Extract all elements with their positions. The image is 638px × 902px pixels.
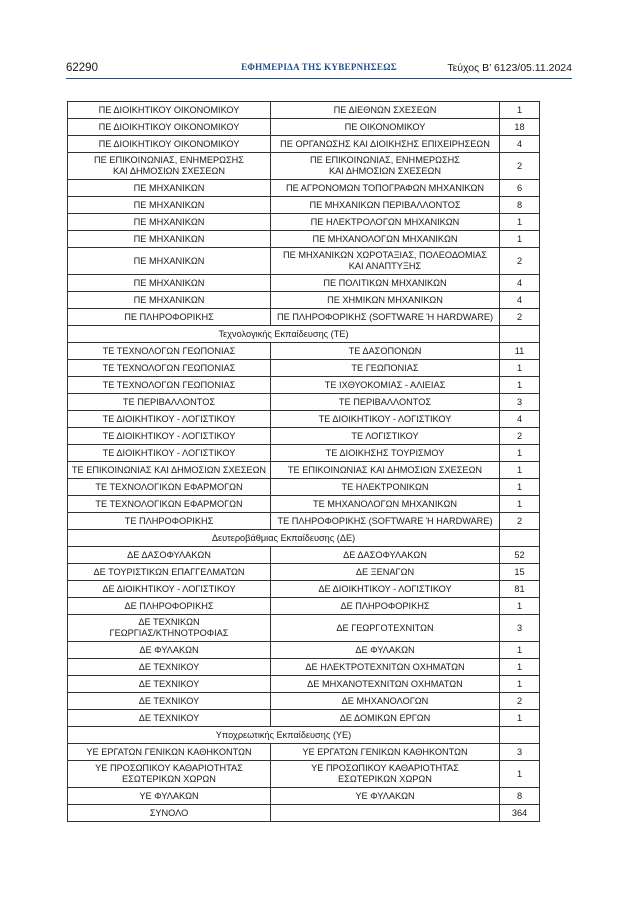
page-number: 62290 — [66, 62, 98, 74]
specialty-cell: ΠΕ ΜΗΧΑΝΟΛΟΓΩΝ ΜΗΧΑΝΙΚΩΝ — [271, 231, 500, 248]
specialty-cell: ΤΕ ΓΕΩΠΟΝΙΑΣ — [271, 360, 500, 377]
specialty-cell: ΠΕ ΜΗΧΑΝΙΚΩΝ ΧΩΡΟΤΑΞΙΑΣ, ΠΟΛΕΟΔΟΜΙΑΣ ΚΑΙ ΑΝΑΠΤΥΞΗΣ — [271, 248, 500, 275]
table-row — [68, 547, 540, 564]
specialty-cell: ΠΕ ΠΛΗΡΟΦΟΡΙΚΗΣ (SOFTWARE Ή HARDWARE) — [271, 309, 500, 326]
category-cell: ΔΕ ΤΕΧΝΙΚΟΥ — [68, 659, 271, 676]
count-cell: 1 — [500, 676, 540, 693]
specialty-cell: ΤΕ ΜΗΧΑΝΟΛΟΓΩΝ ΜΗΧΑΝΙΚΩΝ — [271, 496, 500, 513]
count-cell: 1 — [500, 761, 540, 788]
table-row — [68, 693, 540, 710]
table-row — [68, 659, 540, 676]
table-row — [68, 231, 540, 248]
category-cell: ΠΕ ΔΙΟΙΚΗΤΙΚΟΥ ΟΙΚΟΝΟΜΙΚΟΥ — [68, 119, 271, 136]
specialty-cell: ΔΕ ΞΕΝΑΓΩΝ — [271, 564, 500, 581]
specialty-cell: ΔΕ ΓΕΩΡΓΟΤΕΧΝΙΤΩΝ — [271, 615, 500, 642]
category-cell: ΠΕ ΠΛΗΡΟΦΟΡΙΚΗΣ — [68, 309, 271, 326]
category-cell: ΤΕ ΔΙΟΙΚΗΤΙΚΟΥ - ΛΟΓΙΣΤΙΚΟΥ — [68, 445, 271, 462]
count-cell: 1 — [500, 659, 540, 676]
category-cell: ΠΕ ΔΙΟΙΚΗΤΙΚΟΥ ΟΙΚΟΝΟΜΙΚΟΥ — [68, 102, 271, 119]
category-cell: ΔΕ ΤΕΧΝΙΚΟΥ — [68, 676, 271, 693]
table-row — [68, 479, 540, 496]
table-row — [68, 445, 540, 462]
count-cell: 81 — [500, 581, 540, 598]
specialty-cell: ΤΕ ΔΙΟΙΚΗΤΙΚΟΥ - ΛΟΓΙΣΤΙΚΟΥ — [271, 411, 500, 428]
specialty-cell: ΤΕ ΔΑΣΟΠΟΝΩΝ — [271, 343, 500, 360]
specialty-cell: ΔΕ ΜΗΧΑΝΟΤΕΧΝΙΤΩΝ ΟΧΗΜΑΤΩΝ — [271, 676, 500, 693]
count-cell: 15 — [500, 564, 540, 581]
category-cell: ΥΕ ΕΡΓΑΤΩΝ ΓΕΝΙΚΩΝ ΚΑΘΗΚΟΝΤΩΝ — [68, 744, 271, 761]
table-row — [68, 411, 540, 428]
table-row — [68, 564, 540, 581]
specialty-cell: ΠΕ ΟΙΚΟΝΟΜΙΚΟΥ — [271, 119, 500, 136]
category-cell: ΤΕ ΠΛΗΡΟΦΟΡΙΚΗΣ — [68, 513, 271, 530]
count-cell: 4 — [500, 411, 540, 428]
table-row — [68, 581, 540, 598]
specialty-cell: ΔΕ ΜΗΧΑΝΟΛΟΓΩΝ — [271, 693, 500, 710]
count-cell: 2 — [500, 513, 540, 530]
count-cell: 2 — [500, 248, 540, 275]
category-cell: ΔΕ ΔΙΟΙΚΗΤΙΚΟΥ - ΛΟΓΙΣΤΙΚΟΥ — [68, 581, 271, 598]
count-cell: 4 — [500, 275, 540, 292]
section-count-cell — [500, 727, 540, 744]
category-cell: ΤΕ ΤΕΧΝΟΛΟΓΩΝ ΓΕΩΠΟΝΙΑΣ — [68, 377, 271, 394]
count-cell: 1 — [500, 360, 540, 377]
category-cell: ΠΕ ΜΗΧΑΝΙΚΩΝ — [68, 275, 271, 292]
table-row — [68, 676, 540, 693]
table-row — [68, 761, 540, 788]
count-cell: 1 — [500, 710, 540, 727]
category-cell: ΤΕ ΔΙΟΙΚΗΤΙΚΟΥ - ΛΟΓΙΣΤΙΚΟΥ — [68, 428, 271, 445]
specialty-cell: ΠΕ ΑΓΡΟΝΟΜΩΝ ΤΟΠΟΓΡΑΦΩΝ ΜΗΧΑΝΙΚΩΝ — [271, 180, 500, 197]
issue-reference: Τεύχος Β’ 6123/05.11.2024 — [447, 62, 572, 74]
count-cell: 6 — [500, 180, 540, 197]
table-row — [68, 292, 540, 309]
count-cell: 1 — [500, 598, 540, 615]
count-cell: 1 — [500, 479, 540, 496]
count-cell: 1 — [500, 496, 540, 513]
table-row — [68, 136, 540, 153]
specialty-cell: ΤΕ ΠΕΡΙΒΑΛΛΟΝΤΟΣ — [271, 394, 500, 411]
specialty-cell: ΤΕ ΛΟΓΙΣΤΙΚΟΥ — [271, 428, 500, 445]
category-cell: ΠΕ ΜΗΧΑΝΙΚΩΝ — [68, 197, 271, 214]
table-row — [68, 428, 540, 445]
count-cell: 1 — [500, 642, 540, 659]
section-count-cell — [500, 530, 540, 547]
category-cell: ΤΕ ΠΕΡΙΒΑΛΛΟΝΤΟΣ — [68, 394, 271, 411]
category-cell: ΤΕ ΔΙΟΙΚΗΤΙΚΟΥ - ΛΟΓΙΣΤΙΚΟΥ — [68, 411, 271, 428]
category-cell: ΠΕ ΜΗΧΑΝΙΚΩΝ — [68, 231, 271, 248]
specialty-cell — [271, 805, 500, 822]
specialty-cell: ΔΕ ΔΟΜΙΚΩΝ ΕΡΓΩΝ — [271, 710, 500, 727]
specialty-cell: ΠΕ ΜΗΧΑΝΙΚΩΝ ΠΕΡΙΒΑΛΛΟΝΤΟΣ — [271, 197, 500, 214]
count-cell: 2 — [500, 693, 540, 710]
gazette-title: ΕΦΗΜΕΡΙΔΑ ΤΗΣ ΚΥΒΕΡΝΗΣΕΩΣ — [241, 62, 397, 72]
section-count-cell — [500, 326, 540, 343]
table-row — [68, 309, 540, 326]
category-cell: ΔΕ ΤΕΧΝΙΚΩΝ ΓΕΩΡΓΙΑΣ/ΚΤΗΝΟΤΡΟΦΙΑΣ — [68, 615, 271, 642]
table-row — [68, 496, 540, 513]
section-header-row — [68, 326, 540, 343]
count-cell: 3 — [500, 394, 540, 411]
count-cell: 8 — [500, 788, 540, 805]
specialty-cell: ΠΕ ΕΠΙΚΟΙΝΩΝΙΑΣ, ΕΝΗΜΕΡΩΣΗΣ ΚΑΙ ΔΗΜΟΣΙΩΝ ΣΧΕΣΕΩΝ — [271, 153, 500, 180]
category-cell: ΔΕ ΤΕΧΝΙΚΟΥ — [68, 693, 271, 710]
count-cell: 1 — [500, 377, 540, 394]
category-cell: ΔΕ ΤΕΧΝΙΚΟΥ — [68, 710, 271, 727]
category-cell: ΥΕ ΠΡΟΣΩΠΙΚΟΥ ΚΑΘΑΡΙΟΤΗΤΑΣ ΕΣΩΤΕΡΙΚΩΝ ΧΩΡΩΝ — [68, 761, 271, 788]
table-row — [68, 119, 540, 136]
count-cell: 1 — [500, 445, 540, 462]
category-cell: ΔΕ ΠΛΗΡΟΦΟΡΙΚΗΣ — [68, 598, 271, 615]
category-cell: ΠΕ ΔΙΟΙΚΗΤΙΚΟΥ ΟΙΚΟΝΟΜΙΚΟΥ — [68, 136, 271, 153]
category-cell: ΤΕ ΤΕΧΝΟΛΟΓΙΚΩΝ ΕΦΑΡΜΟΓΩΝ — [68, 479, 271, 496]
category-cell: ΠΕ ΜΗΧΑΝΙΚΩΝ — [68, 180, 271, 197]
specialty-cell: ΔΕ ΦΥΛΑΚΩΝ — [271, 642, 500, 659]
specialty-cell: ΤΕ ΕΠΙΚΟΙΝΩΝΙΑΣ ΚΑΙ ΔΗΜΟΣΙΩΝ ΣΧΕΣΕΩΝ — [271, 462, 500, 479]
section-header-row — [68, 530, 540, 547]
count-cell: 11 — [500, 343, 540, 360]
category-cell: ΥΕ ΦΥΛΑΚΩΝ — [68, 788, 271, 805]
category-cell: ΤΕ ΤΕΧΝΟΛΟΓΩΝ ΓΕΩΠΟΝΙΑΣ — [68, 360, 271, 377]
specialty-cell: ΠΕ ΟΡΓΑΝΩΣΗΣ ΚΑΙ ΔΙΟΙΚΗΣΗΣ ΕΠΙΧΕΙΡΗΣΕΩΝ — [271, 136, 500, 153]
count-cell: 3 — [500, 615, 540, 642]
specialty-cell: ΠΕ ΗΛΕΚΤΡΟΛΟΓΩΝ ΜΗΧΑΝΙΚΩΝ — [271, 214, 500, 231]
specialty-cell: ΔΕ ΗΛΕΚΤΡΟΤΕΧΝΙΤΩΝ ΟΧΗΜΑΤΩΝ — [271, 659, 500, 676]
category-cell: ΔΕ ΤΟΥΡΙΣΤΙΚΩΝ ΕΠΑΓΓΕΛΜΑΤΩΝ — [68, 564, 271, 581]
table-row — [68, 360, 540, 377]
table-row — [68, 377, 540, 394]
table-row — [68, 153, 540, 180]
category-cell: ΣΥΝΟΛΟ — [68, 805, 271, 822]
table-row — [68, 343, 540, 360]
total-row — [68, 805, 540, 822]
specialty-cell: ΤΕ ΔΙΟΙΚΗΣΗΣ ΤΟΥΡΙΣΜΟΥ — [271, 445, 500, 462]
table-row — [68, 275, 540, 292]
count-cell: 1 — [500, 214, 540, 231]
specialty-cell: ΤΕ ΠΛΗΡΟΦΟΡΙΚΗΣ (SOFTWARE Ή HARDWARE) — [271, 513, 500, 530]
table-row — [68, 180, 540, 197]
table-row — [68, 788, 540, 805]
table-row — [68, 248, 540, 275]
table-row — [68, 102, 540, 119]
category-cell: ΠΕ ΜΗΧΑΝΙΚΩΝ — [68, 214, 271, 231]
section-header-row — [68, 727, 540, 744]
count-cell: 1 — [500, 102, 540, 119]
specialty-cell: ΥΕ ΠΡΟΣΩΠΙΚΟΥ ΚΑΘΑΡΙΟΤΗΤΑΣ ΕΣΩΤΕΡΙΚΩΝ ΧΩΡΩΝ — [271, 761, 500, 788]
category-cell: ΠΕ ΜΗΧΑΝΙΚΩΝ — [68, 248, 271, 275]
section-title: Δευτεροβάθμιας Εκπαίδευσης (ΔΕ) — [68, 530, 500, 547]
count-cell: 2 — [500, 153, 540, 180]
specialty-cell: ΠΕ ΔΙΕΘΝΩΝ ΣΧΕΣΕΩΝ — [271, 102, 500, 119]
count-cell: 4 — [500, 292, 540, 309]
table-row — [68, 642, 540, 659]
category-cell: ΤΕ ΤΕΧΝΟΛΟΓΙΚΩΝ ΕΦΑΡΜΟΓΩΝ — [68, 496, 271, 513]
section-title: Τεχνολογικής Εκπαίδευσης (ΤΕ) — [68, 326, 500, 343]
category-cell: ΔΕ ΔΑΣΟΦΥΛΑΚΩΝ — [68, 547, 271, 564]
specialty-cell: ΥΕ ΕΡΓΑΤΩΝ ΓΕΝΙΚΩΝ ΚΑΘΗΚΟΝΤΩΝ — [271, 744, 500, 761]
count-cell: 364 — [500, 805, 540, 822]
table-row — [68, 197, 540, 214]
table-row — [68, 513, 540, 530]
count-cell: 2 — [500, 309, 540, 326]
count-cell: 4 — [500, 136, 540, 153]
positions-table-body — [68, 102, 540, 822]
count-cell: 3 — [500, 744, 540, 761]
table-row — [68, 744, 540, 761]
table-row — [68, 615, 540, 642]
count-cell: 8 — [500, 197, 540, 214]
specialty-cell: ΠΕ ΠΟΛΙΤΙΚΩΝ ΜΗΧΑΝΙΚΩΝ — [271, 275, 500, 292]
table-row — [68, 462, 540, 479]
specialty-cell: ΠΕ ΧΗΜΙΚΩΝ ΜΗΧΑΝΙΚΩΝ — [271, 292, 500, 309]
category-cell: ΤΕ ΤΕΧΝΟΛΟΓΩΝ ΓΕΩΠΟΝΙΑΣ — [68, 343, 271, 360]
specialty-cell: ΤΕ ΗΛΕΚΤΡΟΝΙΚΩΝ — [271, 479, 500, 496]
category-cell: ΠΕ ΜΗΧΑΝΙΚΩΝ — [68, 292, 271, 309]
table-row — [68, 214, 540, 231]
count-cell: 52 — [500, 547, 540, 564]
table-row — [68, 710, 540, 727]
section-title: Υποχρεωτικής Εκπαίδευσης (ΥΕ) — [68, 727, 500, 744]
category-cell: ΔΕ ΦΥΛΑΚΩΝ — [68, 642, 271, 659]
count-cell: 1 — [500, 231, 540, 248]
specialty-cell: ΔΕ ΔΙΟΙΚΗΤΙΚΟΥ - ΛΟΓΙΣΤΙΚΟΥ — [271, 581, 500, 598]
category-cell: ΤΕ ΕΠΙΚΟΙΝΩΝΙΑΣ ΚΑΙ ΔΗΜΟΣΙΩΝ ΣΧΕΣΕΩΝ — [68, 462, 271, 479]
header-rule — [66, 78, 572, 79]
table-row — [68, 394, 540, 411]
specialty-cell: ΥΕ ΦΥΛΑΚΩΝ — [271, 788, 500, 805]
count-cell: 2 — [500, 428, 540, 445]
count-cell: 18 — [500, 119, 540, 136]
positions-table — [67, 101, 540, 822]
page-header — [66, 60, 572, 78]
table-row — [68, 598, 540, 615]
category-cell: ΠΕ ΕΠΙΚΟΙΝΩΝΙΑΣ, ΕΝΗΜΕΡΩΣΗΣ ΚΑΙ ΔΗΜΟΣΙΩΝ ΣΧΕΣΕΩΝ — [68, 153, 271, 180]
count-cell: 1 — [500, 462, 540, 479]
specialty-cell: ΤΕ ΙΧΘΥΟΚΟΜΙΑΣ - ΑΛΙΕΙΑΣ — [271, 377, 500, 394]
specialty-cell: ΔΕ ΔΑΣΟΦΥΛΑΚΩΝ — [271, 547, 500, 564]
specialty-cell: ΔΕ ΠΛΗΡΟΦΟΡΙΚΗΣ — [271, 598, 500, 615]
